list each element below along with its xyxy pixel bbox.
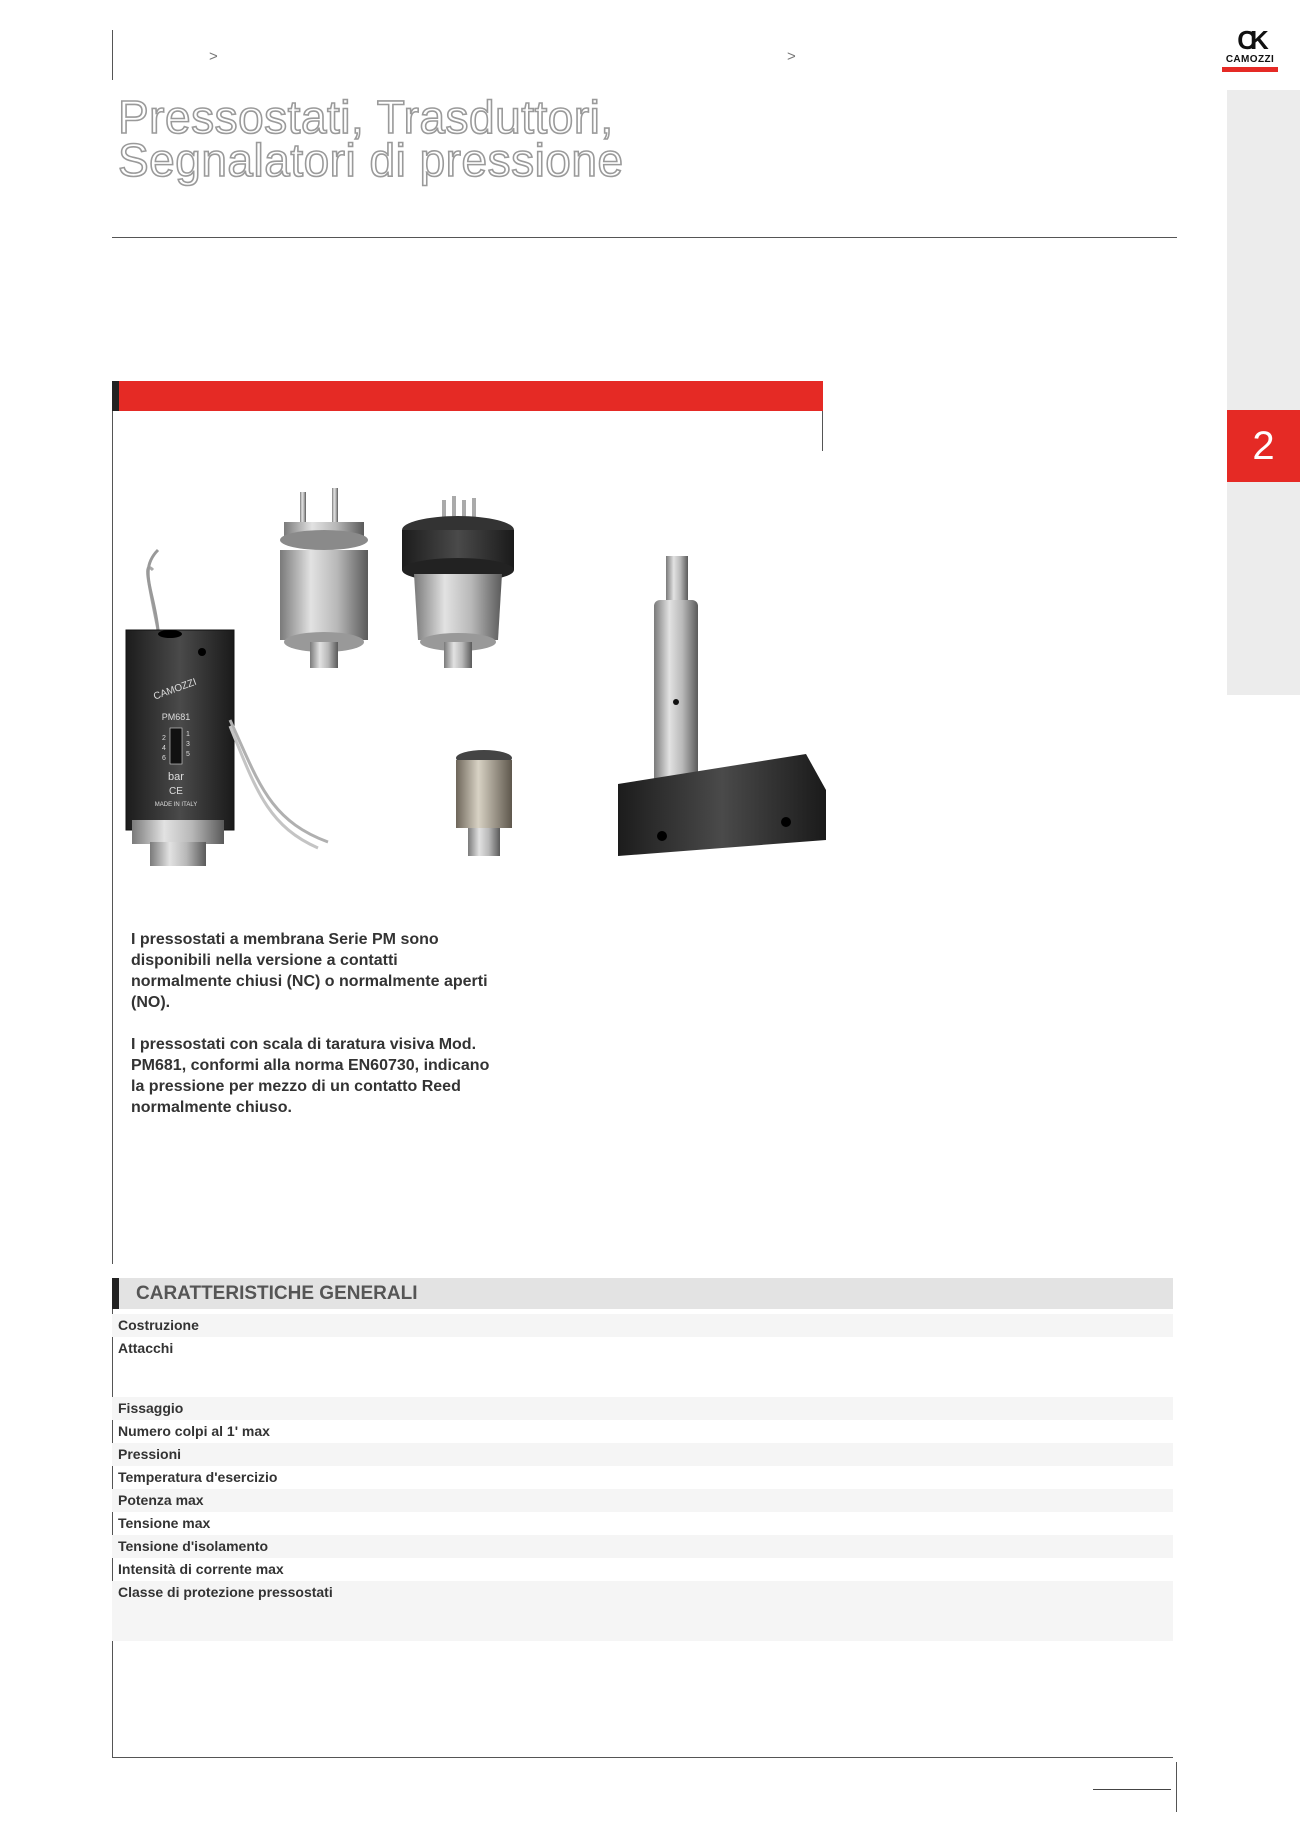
chapter-number: 2	[1227, 410, 1300, 482]
spec-label: Numero colpi al 1' max	[118, 1423, 270, 1439]
pm681-unit-label: bar	[168, 771, 184, 783]
breadcrumb-separator: >	[209, 48, 218, 65]
spec-label: Attacchi	[118, 1340, 174, 1356]
pm681-ce-mark: CE	[169, 786, 183, 797]
red-band-right-rule	[822, 411, 823, 451]
pm681-scale-label: 4	[162, 745, 166, 752]
breadcrumb-separator: >	[787, 48, 796, 65]
spec-label: Fissaggio	[118, 1400, 184, 1416]
camozzi-logo-text: CAMOZZI	[1225, 54, 1275, 65]
spec-label: Classe di protezione pressostati	[118, 1584, 333, 1600]
spec-row-costruzione	[112, 1314, 1173, 1337]
pressure-switch-image	[280, 488, 368, 668]
spec-label: Costruzione	[118, 1317, 199, 1333]
spec-label: Temperatura d'esercizio	[118, 1469, 278, 1485]
product-photo	[118, 470, 830, 890]
spec-row-classe-protezione	[112, 1581, 1173, 1641]
spec-label: Pressioni	[118, 1446, 182, 1462]
pm681-scale-label: 2	[162, 735, 166, 742]
spec-row-numero-colpi	[112, 1420, 1173, 1443]
pm681-scale-label: 1	[186, 731, 190, 738]
pm681-origin-label: MADE IN ITALY	[154, 802, 198, 808]
spec-row-potenza	[112, 1489, 1173, 1512]
general-characteristics-heading	[112, 1278, 1173, 1309]
spec-label: Tensione d'isolamento	[118, 1538, 269, 1554]
header-left-rule	[112, 30, 113, 80]
pm681-scale-label: 3	[186, 741, 190, 748]
pm681-scale-label: 5	[186, 751, 190, 758]
spec-label: Tensione max	[118, 1515, 211, 1531]
section-red-band	[112, 381, 823, 411]
pm681-scale-label: 6	[162, 755, 166, 762]
spec-label: Intensità di corrente max	[118, 1561, 284, 1577]
general-characteristics-title: CARATTERISTICHE GENERALI	[136, 1283, 418, 1304]
spec-row-tensione-isolamento	[112, 1535, 1173, 1558]
hex-adapter-image	[456, 750, 512, 856]
page-title-line-1: Pressostati, Trasduttori,	[118, 91, 614, 143]
pm681-brand-label: CAMOZZI	[152, 676, 199, 703]
header-bottom-rule	[112, 237, 1177, 238]
description-paragraph: I pressostati con scala di taratura visiva Mod. PM681, conformi alla norma EN60730, indicano la pressione per mezzo di un contatto Reed normalmente chiuso.	[131, 1036, 490, 1116]
camozzi-logo-bar	[1222, 67, 1278, 72]
section-red-band-marker	[112, 381, 119, 411]
pressure-transducer-image	[402, 496, 514, 668]
description-paragraph: I pressostati a membrana Serie PM sono disponibili nella versione a contatti normalmente chiusi (NC) o normalmente aperti (NO).	[131, 931, 488, 1011]
page-title	[118, 91, 624, 186]
spec-row-attacchi	[112, 1337, 1173, 1397]
spec-row-tensione-max	[112, 1512, 1173, 1535]
section-heading-marker	[112, 1278, 119, 1309]
spec-row-temperatura	[112, 1466, 1173, 1489]
chapter-side-tab	[1227, 90, 1300, 695]
content-left-rule	[112, 411, 113, 1264]
spec-row-fissaggio	[112, 1397, 1173, 1420]
pm681-model-label: PM681	[161, 712, 191, 722]
footer-page-line	[1093, 1789, 1171, 1790]
page-bottom-rule	[112, 1757, 1173, 1758]
spec-label: Potenza max	[118, 1492, 204, 1508]
footer-right-rule	[1176, 1762, 1177, 1812]
micro-switch-image	[618, 556, 826, 856]
camozzi-logo-mark: CK	[1237, 25, 1263, 55]
page-title-line-2: Segnalatori di pressione	[118, 134, 624, 186]
spec-row-intensita	[112, 1558, 1173, 1581]
product-description	[131, 929, 491, 1139]
spec-row-pressioni	[112, 1443, 1173, 1466]
camozzi-logo	[1220, 25, 1280, 72]
